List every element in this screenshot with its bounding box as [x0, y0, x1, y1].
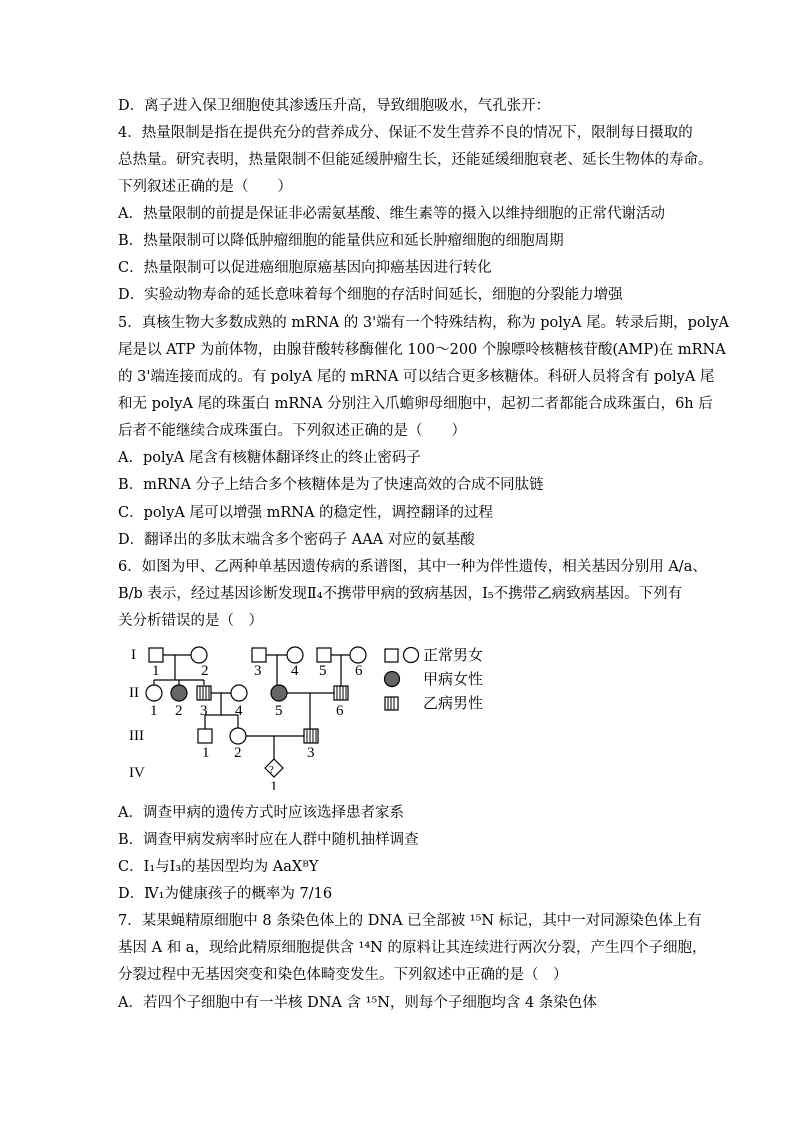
individual-number: 6: [336, 703, 344, 719]
option-b: B．调查甲病发病率时应在人群中随机抽样调查: [118, 832, 419, 848]
text-line: 下列叙述正确的是（ ）: [118, 179, 292, 195]
individual-number: 5: [319, 663, 327, 679]
gen-label: IV: [129, 765, 145, 781]
text-line: D．离子进入保卫细胞使其渗透压升高，导致细胞吸水，气孔张开：: [118, 98, 551, 114]
text-line: 基因 A 和 a，现给此精原细胞提供含 ¹⁴N 的原料让其连续进行两次分裂，产生四个子细胞，: [118, 940, 707, 956]
individual-number: 6: [355, 663, 363, 679]
legend-circle-icon: [404, 648, 419, 663]
individual-number: 2: [175, 703, 183, 719]
individual-number: 2: [234, 745, 242, 761]
question-6-stem: 6．如图为甲、乙两种单基因遗传病的系谱图，其中一种为伴性遗传，相关基因分别用 A/a、: [118, 559, 707, 575]
legend-filled-circle-icon: [385, 672, 400, 687]
individual-number: 4: [291, 663, 299, 679]
text-line: 分裂过程中无基因突变和染色体畸变发生。下列叙述中正确的是（ ）: [118, 967, 568, 983]
question-4-stem: 4．热量限制是指在提供充分的营养成分、保证不发生营养不良的情况下，限制每日摄取的: [118, 125, 693, 141]
individual-number: 1: [152, 663, 160, 679]
option-d: D．实验动物寿命的延长意味着每个细胞的存活时间延长，细胞的分裂能力增强: [118, 287, 623, 303]
individual-number: 2: [201, 663, 209, 679]
question-7-stem: 7．某果蝇精原细胞中 8 条染色体上的 DNA 已全部被 ¹⁵N 标记，其中一对同源染色体上有: [118, 913, 702, 929]
text-line: 关分析错误的是（ ）: [118, 613, 263, 629]
text-line: 的 3'端连接而成的。有 polyA 尾的 mRNA 可以结合更多核糖体。科研人员将含有 polyA 尾: [118, 369, 715, 385]
individual-number: 3: [254, 663, 262, 679]
option-b: B．mRNA 分子上结合多个核糖体是为了快速高效的合成不同肽链: [118, 477, 544, 493]
option-d: D．翻译出的多肽末端含多个密码子 AAA 对应的氨基酸: [118, 532, 475, 548]
text-line: 尾是以 ATP 为前体物，由腺苷酸转移酶催化 100～200 个腺嘌呤核糖核苷酸(AMP)在 mRNA: [118, 342, 726, 358]
option-a: A．polyA 尾含有核糖体翻译终止的终止密码子: [118, 450, 421, 466]
legend-disease-b: 乙病男性: [423, 694, 484, 712]
gen-label: III: [129, 728, 144, 744]
individual-number: 1: [150, 703, 158, 719]
option-c: C．热量限制可以促进癌细胞原癌基因向抑癌基因进行转化: [118, 260, 492, 276]
option-b: B．热量限制可以降低肿瘤细胞的能量供应和延长肿瘤细胞的细胞周期: [118, 233, 564, 249]
option-c: C．polyA 尾可以增强 mRNA 的稳定性，调控翻译的过程: [118, 505, 494, 521]
text-line: 和无 polyA 尾的珠蛋白 mRNA 分别注入爪蟾卵母细胞中，起初二者都能合成珠蛋白，6h 后: [118, 396, 713, 412]
option-a: A．热量限制的前提是保证非必需氨基酸、维生素等的摄入以维持细胞的正常代谢活动: [118, 206, 665, 222]
text-line: 后者不能继续合成珠蛋白。下列叙述正确的是（ ）: [118, 423, 466, 439]
question-5-stem: 5．真核生物大多数成熟的 mRNA 的 3'端有一个特殊结构，称为 polyA 尾。转录后期，polyA: [118, 315, 729, 331]
individual-number: 1: [202, 745, 210, 761]
text-line: B/b 表示，经过基因诊断发现Ⅱ₄不携带甲病的致病基因，Ⅰ₅不携带乙病致病基因。下列有: [118, 586, 683, 602]
option-a: A．若四个子细胞中有一半核 DNA 含 ¹⁵N，则每个子细胞均含 4 条染色体: [118, 995, 597, 1011]
individual-number: 3: [307, 745, 315, 761]
individual-number: 5: [275, 703, 283, 719]
option-c: C．Ⅰ₁与Ⅰ₃的基因型均为 AaXᴮY: [118, 859, 319, 875]
individual-number: 4: [235, 703, 243, 719]
legend-normal: 正常男女: [423, 646, 484, 664]
option-a: A．调查甲病的遗传方式时应该选择患者家系: [118, 805, 404, 821]
legend-square-icon: [385, 649, 398, 662]
gen-label: II: [129, 685, 139, 701]
individual-number: 3: [200, 703, 208, 719]
individual-number: 1: [270, 779, 278, 790]
pedigree-chart: [128, 640, 508, 790]
unknown-mark: ?: [269, 764, 274, 776]
option-d: D．Ⅳ₁为健康孩子的概率为 7/16: [118, 886, 333, 902]
gen-label: I: [131, 647, 136, 663]
text-line: 总热量。研究表明，热量限制不但能延缓肿瘤生长，还能延缓细胞衰老、延长生物体的寿命。: [118, 152, 713, 168]
legend-disease-a: 甲病女性: [423, 670, 484, 688]
